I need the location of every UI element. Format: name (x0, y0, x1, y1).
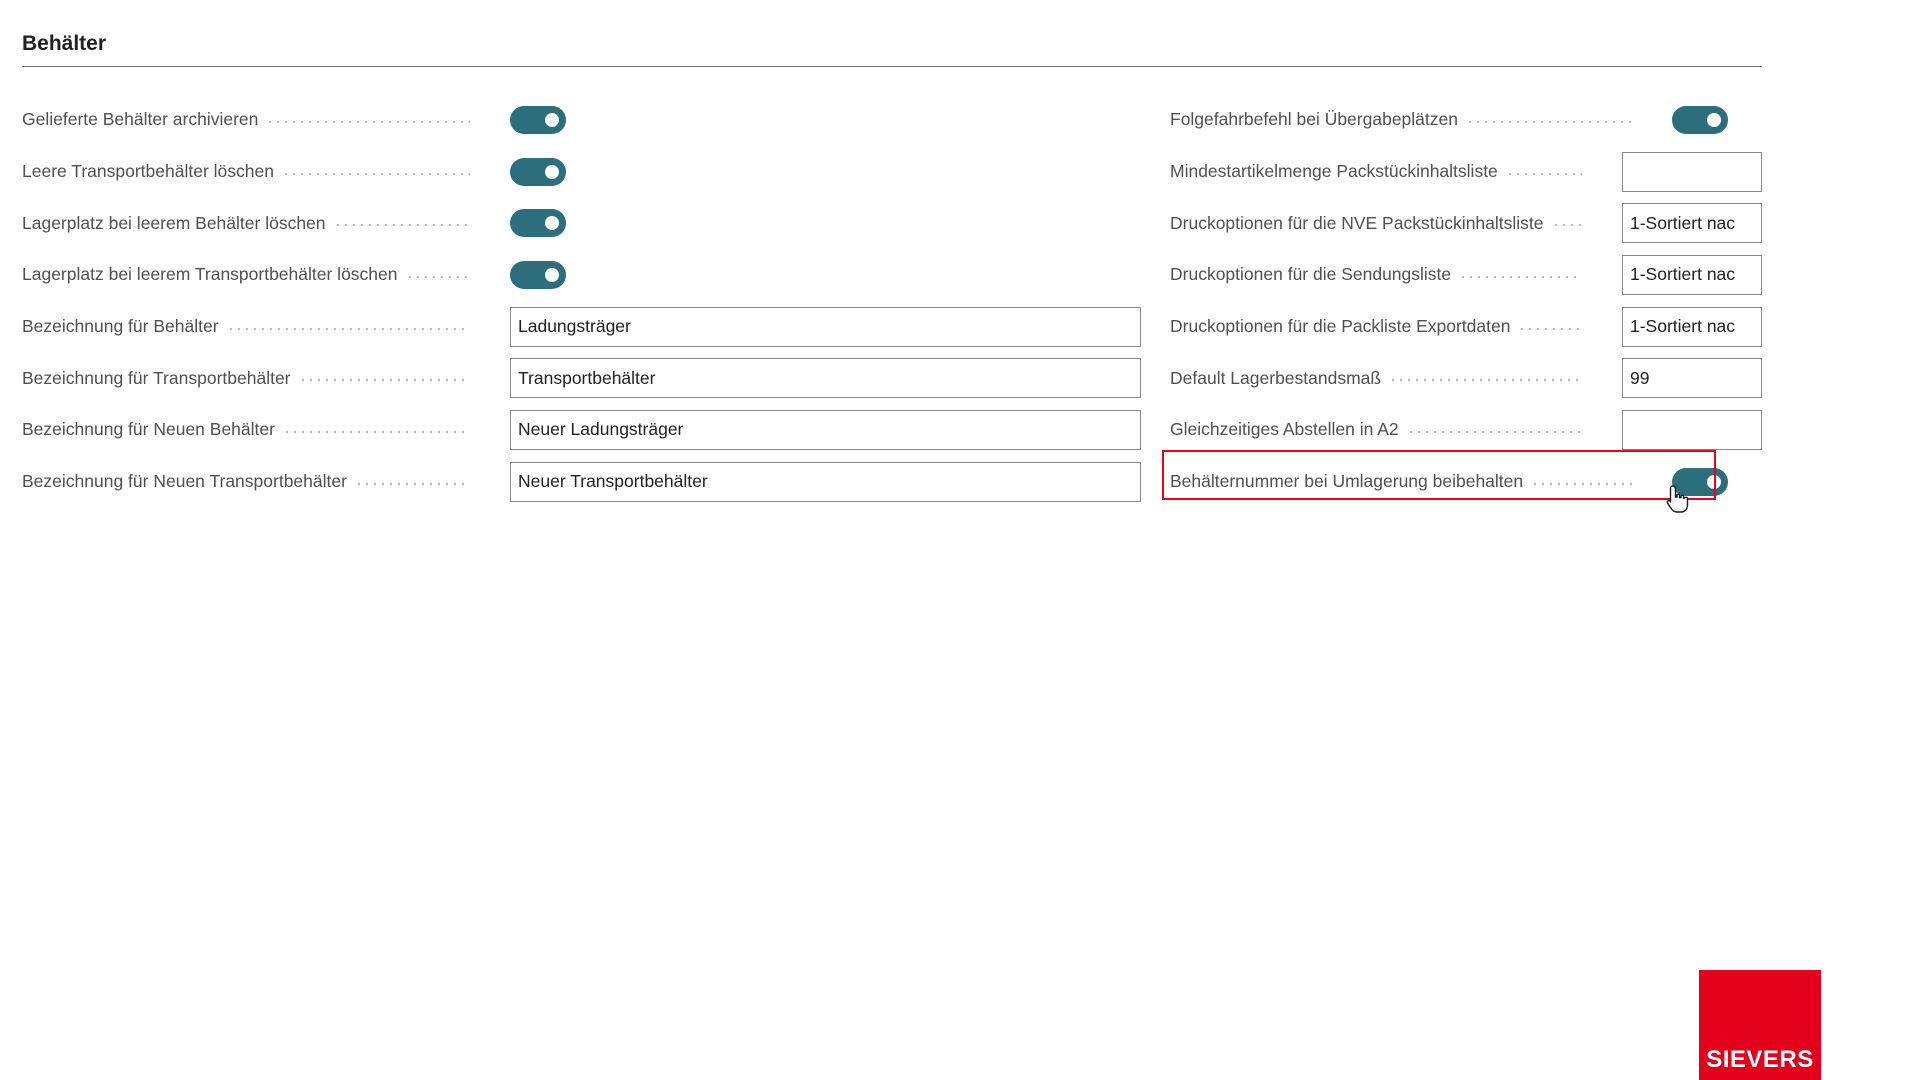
field-row-min-item-qty (1170, 146, 1762, 198)
new-transport-container-name-input[interactable] (510, 462, 1141, 502)
dotted-leader (283, 431, 470, 433)
field-row-follow-up-order (1170, 94, 1762, 146)
section-title[interactable]: Behälter (22, 32, 107, 55)
field-label: Folgefahrbefehl bei Übergabeplätzen (1170, 109, 1632, 130)
toggle-knob (1707, 113, 1721, 127)
field-label: Bezeichnung für Neuen Transportbehälter (22, 471, 470, 492)
hand-cursor-icon (1664, 484, 1692, 514)
min-item-qty-input[interactable] (1622, 152, 1762, 192)
toggle-knob (1707, 475, 1721, 489)
field-label: Default Lagerbestandsmaß (1170, 368, 1582, 389)
dotted-leader (299, 379, 471, 381)
toggle-knob (545, 216, 559, 230)
field-label: Druckoptionen für die Packliste Exportdaten (1170, 316, 1582, 337)
field-label: Gleichzeitiges Abstellen in A2 (1170, 419, 1582, 440)
dotted-leader (1389, 379, 1582, 381)
delete-empty-transport-toggle[interactable] (510, 158, 566, 186)
field-row-simultaneous-storage (1170, 404, 1762, 456)
field-row-default-stock-unit (1170, 352, 1762, 404)
dotted-leader (1531, 483, 1632, 485)
dotted-leader (1506, 173, 1582, 175)
sievers-logo (1699, 970, 1821, 1080)
section-divider (22, 66, 1762, 67)
shipment-print-options-select[interactable] (1622, 255, 1762, 295)
toggle-knob (545, 165, 559, 179)
field-label: Druckoptionen für die Sendungsliste (1170, 264, 1582, 285)
simultaneous-storage-input[interactable] (1622, 410, 1762, 450)
new-container-name-input[interactable] (510, 410, 1141, 450)
field-row-delete-bin-empty-transport (22, 249, 1141, 301)
field-row-export-print-options (1170, 301, 1762, 353)
dotted-leader (266, 121, 470, 123)
default-stock-unit-input[interactable] (1622, 358, 1762, 398)
field-row-new-transport-container-name (22, 456, 1141, 508)
toggle-knob (545, 113, 559, 127)
logo-text: SIEVERS (1706, 1046, 1814, 1073)
field-label: Gelieferte Behälter archivieren (22, 109, 470, 130)
dotted-leader (1459, 276, 1582, 278)
field-label: Lagerplatz bei leerem Transportbehälter löschen (22, 264, 470, 285)
dotted-leader (406, 276, 471, 278)
right-field-column (1170, 94, 1762, 508)
archive-delivered-toggle[interactable] (510, 106, 566, 134)
field-row-shipment-print-options (1170, 249, 1762, 301)
field-label: Bezeichnung für Behälter (22, 316, 470, 337)
delete-bin-empty-container-toggle[interactable] (510, 209, 566, 237)
transport-container-name-input[interactable] (510, 358, 1141, 398)
field-label: Lagerplatz bei leerem Behälter löschen (22, 213, 470, 234)
field-row-archive-delivered (22, 94, 1141, 146)
dotted-leader (1552, 224, 1582, 226)
toggle-knob (545, 268, 559, 282)
field-row-container-name (22, 301, 1141, 353)
container-name-input[interactable] (510, 307, 1141, 347)
delete-bin-empty-transport-toggle[interactable] (510, 261, 566, 289)
field-label: Leere Transportbehälter löschen (22, 161, 470, 182)
dotted-leader (1407, 431, 1582, 433)
field-row-new-container-name (22, 404, 1141, 456)
export-print-options-select[interactable] (1622, 307, 1762, 347)
dotted-leader (227, 328, 470, 330)
field-label: Mindestartikelmenge Packstückinhaltsliste (1170, 161, 1582, 182)
field-row-delete-bin-empty-container (22, 197, 1141, 249)
dotted-leader (334, 224, 470, 226)
dotted-leader (355, 483, 470, 485)
left-field-column (22, 94, 1141, 508)
nve-print-options-select[interactable] (1622, 203, 1762, 243)
field-row-nve-print-options (1170, 197, 1762, 249)
field-label: Bezeichnung für Transportbehälter (22, 368, 470, 389)
field-row-transport-container-name (22, 352, 1141, 404)
dotted-leader (1466, 121, 1632, 123)
follow-up-order-toggle[interactable] (1672, 106, 1728, 134)
dotted-leader (1518, 328, 1582, 330)
field-row-delete-empty-transport (22, 146, 1141, 198)
field-label: Behälternummer bei Umlagerung beibehalten (1170, 471, 1632, 492)
field-label: Druckoptionen für die NVE Packstückinhaltsliste (1170, 213, 1582, 234)
field-label: Bezeichnung für Neuen Behälter (22, 419, 470, 440)
dotted-leader (282, 173, 470, 175)
